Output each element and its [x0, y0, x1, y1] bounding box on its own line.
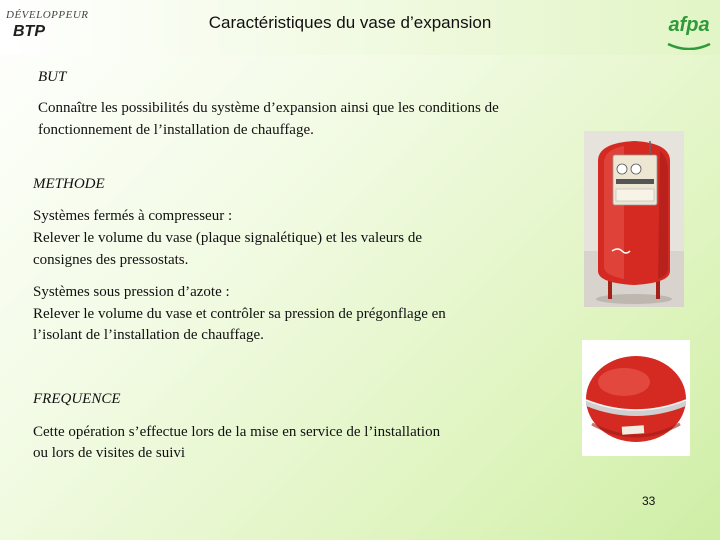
methode-p1-line-2: Relever le volume du vase (plaque signalétique) et les valeurs de: [33, 230, 423, 246]
methode-p2-line-1: Systèmes sous pression d’azote :: [33, 284, 230, 300]
methode-heading: METHODE: [33, 176, 105, 192]
afpa-logo-text: afpa: [668, 14, 710, 36]
but-heading: BUT: [38, 69, 67, 85]
frequence-heading: FREQUENCE: [33, 391, 121, 407]
frequence-line-2: ou lors de visites de suivi: [33, 445, 186, 461]
slide-title: Caractéristiques du vase d’expansion: [208, 13, 492, 32]
frequence-line-1: Cette opération s’effectue lors de la mise en service de l’installation: [33, 424, 441, 440]
methode-p2-line-2: Relever le volume du vase et contrôler sa pression de prégonflage en: [33, 306, 446, 322]
methode-p1-line-3: consignes des pressostats.: [33, 252, 189, 268]
page-number: 33: [642, 494, 656, 508]
but-text-line-1: Connaître les possibilités du système d’expansion ainsi que les conditions de: [38, 100, 499, 116]
methode-p2-line-3: l’isolant de l’installation de chauffage.: [33, 327, 264, 343]
afpa-logo-icon: [664, 4, 714, 50]
logo-left-top-text: DÉVELOPPEUR: [6, 9, 89, 21]
methode-p1-line-1: Systèmes fermés à compresseur :: [33, 208, 233, 224]
compressor-expansion-tank-photo: [584, 131, 684, 307]
but-text-line-2: fonctionnement de l’installation de chauffage.: [38, 122, 314, 138]
logo-left-bottom-text: BTP: [13, 23, 45, 40]
membrane-expansion-vessel-photo: [582, 340, 690, 456]
